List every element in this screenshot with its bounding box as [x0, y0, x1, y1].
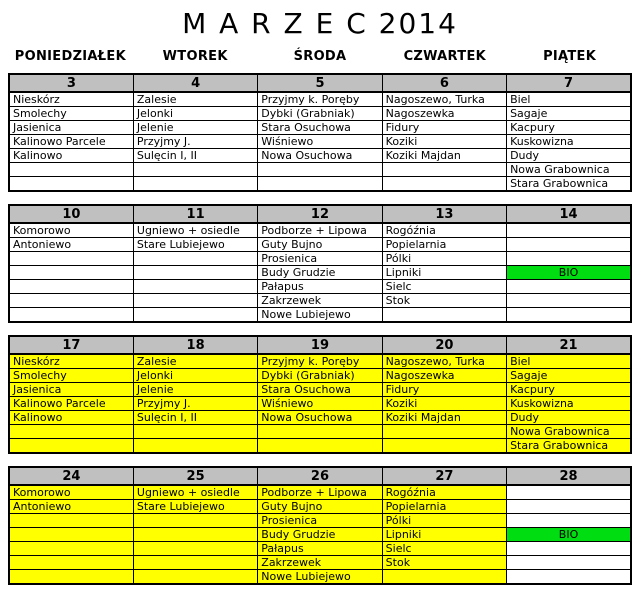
schedule-cell: Prosienica	[258, 252, 382, 266]
schedule-cell	[507, 485, 631, 500]
weeks-container	[8, 73, 632, 585]
day-number-row	[9, 336, 631, 354]
schedule-cell: Komorowo	[9, 223, 133, 238]
schedule-cell: Popielarnia	[382, 238, 506, 252]
schedule-row	[9, 556, 631, 570]
schedule-cell	[382, 570, 506, 585]
schedule-cell: Lipniki	[382, 266, 506, 280]
schedule-cell: Podborze + Lipowa	[258, 223, 382, 238]
schedule-row	[9, 528, 631, 542]
schedule-cell: Sielc	[382, 280, 506, 294]
schedule-cell	[133, 556, 257, 570]
schedule-cell: Wiśniewo	[258, 135, 382, 149]
schedule-cell	[9, 280, 133, 294]
schedule-cell	[507, 542, 631, 556]
schedule-cell	[507, 294, 631, 308]
schedule-cell: Budy Grudzie	[258, 266, 382, 280]
schedule-cell: Stara Grabownica	[507, 439, 631, 454]
schedule-cell	[9, 294, 133, 308]
schedule-cell: Dudy	[507, 149, 631, 163]
schedule-cell: Nowa Grabownica	[507, 163, 631, 177]
bio-cell: BIO	[507, 266, 631, 280]
schedule-cell: Zakrzewek	[258, 294, 382, 308]
schedule-cell: Guty Bujno	[258, 500, 382, 514]
schedule-cell	[9, 308, 133, 323]
schedule-cell	[9, 177, 133, 192]
schedule-cell	[258, 177, 382, 192]
day-number-cell: 17	[9, 336, 133, 354]
schedule-cell: Biel	[507, 354, 631, 369]
schedule-cell: Kuskowizna	[507, 135, 631, 149]
day-number-cell: 13	[382, 205, 506, 223]
schedule-cell: Koziki	[382, 135, 506, 149]
schedule-cell: Nowe Lubiejewo	[258, 308, 382, 323]
schedule-row	[9, 397, 631, 411]
schedule-cell	[133, 266, 257, 280]
schedule-cell	[133, 308, 257, 323]
schedule-cell	[382, 308, 506, 323]
day-number-cell: 26	[258, 467, 382, 485]
schedule-row	[9, 135, 631, 149]
schedule-row	[9, 425, 631, 439]
weekday-header-row	[8, 49, 632, 64]
schedule-cell	[133, 514, 257, 528]
schedule-cell: Kalinowo Parcele	[9, 397, 133, 411]
schedule-cell	[382, 177, 506, 192]
schedule-row	[9, 121, 631, 135]
schedule-cell: Zalesie	[133, 92, 257, 107]
day-number-cell: 21	[507, 336, 631, 354]
schedule-cell: Lipniki	[382, 528, 506, 542]
schedule-cell	[258, 163, 382, 177]
day-number-row	[9, 74, 631, 92]
schedule-cell: Stara Osuchowa	[258, 383, 382, 397]
schedule-cell	[133, 163, 257, 177]
schedule-row	[9, 383, 631, 397]
schedule-cell: Stok	[382, 294, 506, 308]
day-number-cell: 24	[9, 467, 133, 485]
schedule-cell: Nieskórz	[9, 92, 133, 107]
schedule-cell: Antoniewo	[9, 500, 133, 514]
schedule-cell	[133, 294, 257, 308]
day-number-cell: 7	[507, 74, 631, 92]
schedule-cell: Zakrzewek	[258, 556, 382, 570]
schedule-cell	[382, 439, 506, 454]
day-number-cell: 19	[258, 336, 382, 354]
schedule-cell	[133, 570, 257, 585]
schedule-cell	[507, 570, 631, 585]
day-number-cell: 12	[258, 205, 382, 223]
schedule-cell: Sulęcin I, II	[133, 411, 257, 425]
schedule-cell: Nowe Lubiejewo	[258, 570, 382, 585]
day-number-row	[9, 467, 631, 485]
schedule-cell	[507, 500, 631, 514]
schedule-row	[9, 266, 631, 280]
schedule-cell: Rogóźnia	[382, 485, 506, 500]
schedule-cell: Popielarnia	[382, 500, 506, 514]
schedule-row	[9, 308, 631, 323]
schedule-cell: Sulęcin I, II	[133, 149, 257, 163]
schedule-cell: Dudy	[507, 411, 631, 425]
schedule-cell: Jasienica	[9, 121, 133, 135]
page-title: M A R Z E C 2014	[182, 7, 458, 40]
schedule-cell: Dybki (Grabniak)	[258, 369, 382, 383]
bio-cell: BIO	[507, 528, 631, 542]
day-number-row	[9, 205, 631, 223]
schedule-cell	[507, 556, 631, 570]
day-number-cell: 5	[258, 74, 382, 92]
schedule-cell: Jelonki	[133, 369, 257, 383]
weekday-label-thursday: CZWARTEK	[403, 49, 486, 64]
schedule-row	[9, 294, 631, 308]
schedule-cell: Nowa Osuchowa	[258, 149, 382, 163]
schedule-cell: Nowa Osuchowa	[258, 411, 382, 425]
schedule-cell: Przyjmy J.	[133, 135, 257, 149]
schedule-cell: Stare Lubiejewo	[133, 238, 257, 252]
schedule-cell: Kalinowo Parcele	[9, 135, 133, 149]
schedule-cell: Sielc	[382, 542, 506, 556]
schedule-cell: Koziki Majdan	[382, 411, 506, 425]
schedule-cell: Antoniewo	[9, 238, 133, 252]
schedule-row	[9, 107, 631, 121]
schedule-cell	[9, 266, 133, 280]
schedule-cell	[133, 542, 257, 556]
schedule-row	[9, 542, 631, 556]
schedule-cell: Stok	[382, 556, 506, 570]
schedule-row	[9, 223, 631, 238]
schedule-cell	[507, 280, 631, 294]
schedule-cell	[258, 425, 382, 439]
schedule-cell: Kacpury	[507, 383, 631, 397]
schedule-cell: Przyjmy k. Poręby	[258, 92, 382, 107]
schedule-cell	[133, 425, 257, 439]
schedule-cell: Budy Grudzie	[258, 528, 382, 542]
schedule-row	[9, 485, 631, 500]
schedule-cell: Rogóźnia	[382, 223, 506, 238]
schedule-cell	[9, 542, 133, 556]
day-number-cell: 25	[133, 467, 257, 485]
schedule-cell: Nagoszewka	[382, 107, 506, 121]
schedule-cell: Ugniewo + osiedle	[133, 223, 257, 238]
schedule-row	[9, 280, 631, 294]
schedule-cell: Kalinowo	[9, 411, 133, 425]
schedule-cell: Smolechy	[9, 369, 133, 383]
schedule-cell	[9, 556, 133, 570]
weekday-label-monday: PONIEDZIAŁEK	[14, 49, 126, 64]
schedule-cell: Kalinowo	[9, 149, 133, 163]
schedule-cell: Pałapus	[258, 280, 382, 294]
schedule-row	[9, 514, 631, 528]
schedule-cell: Stare Lubiejewo	[133, 500, 257, 514]
week-table-17	[8, 335, 632, 454]
day-number-cell: 3	[9, 74, 133, 92]
schedule-cell: Sagaje	[507, 107, 631, 121]
schedule-cell: Pałapus	[258, 542, 382, 556]
day-number-cell: 11	[133, 205, 257, 223]
weekday-label-tuesday: WTOREK	[162, 49, 228, 64]
schedule-cell	[507, 252, 631, 266]
schedule-cell: Komorowo	[9, 485, 133, 500]
schedule-cell	[133, 528, 257, 542]
schedule-page	[0, 7, 640, 585]
schedule-cell	[9, 439, 133, 454]
day-number-cell: 6	[382, 74, 506, 92]
schedule-cell	[382, 163, 506, 177]
schedule-cell	[9, 514, 133, 528]
schedule-cell	[507, 223, 631, 238]
weekday-label-friday: PIĄTEK	[543, 49, 597, 64]
schedule-cell: Kuskowizna	[507, 397, 631, 411]
weekday-label-wednesday: ŚRODA	[293, 49, 347, 64]
schedule-cell: Koziki Majdan	[382, 149, 506, 163]
day-number-cell: 10	[9, 205, 133, 223]
schedule-row	[9, 354, 631, 369]
schedule-cell: Biel	[507, 92, 631, 107]
schedule-cell	[9, 163, 133, 177]
schedule-cell: Nieskórz	[9, 354, 133, 369]
schedule-cell: Ugniewo + osiedle	[133, 485, 257, 500]
schedule-row	[9, 92, 631, 107]
day-number-cell: 27	[382, 467, 506, 485]
schedule-cell: Jelonki	[133, 107, 257, 121]
week-table-24	[8, 466, 632, 585]
schedule-row	[9, 570, 631, 585]
schedule-cell: Prosienica	[258, 514, 382, 528]
schedule-cell: Stara Osuchowa	[258, 121, 382, 135]
day-number-cell: 14	[507, 205, 631, 223]
week-table-10	[8, 204, 632, 323]
schedule-cell	[9, 570, 133, 585]
schedule-row	[9, 411, 631, 425]
schedule-cell: Fidury	[382, 121, 506, 135]
schedule-cell: Pólki	[382, 514, 506, 528]
schedule-cell: Jelenie	[133, 383, 257, 397]
schedule-cell	[133, 280, 257, 294]
schedule-cell: Nagoszewka	[382, 369, 506, 383]
schedule-cell	[9, 425, 133, 439]
schedule-row	[9, 163, 631, 177]
schedule-cell: Guty Bujno	[258, 238, 382, 252]
schedule-row	[9, 369, 631, 383]
schedule-cell	[9, 252, 133, 266]
schedule-cell	[133, 177, 257, 192]
schedule-cell	[9, 528, 133, 542]
schedule-row	[9, 177, 631, 192]
schedule-cell: Fidury	[382, 383, 506, 397]
schedule-row	[9, 500, 631, 514]
schedule-cell: Jelenie	[133, 121, 257, 135]
schedule-cell	[133, 439, 257, 454]
schedule-cell	[507, 308, 631, 323]
schedule-cell: Zalesie	[133, 354, 257, 369]
week-table-3	[8, 73, 632, 192]
schedule-cell: Nagoszewo, Turka	[382, 92, 506, 107]
schedule-cell: Smolechy	[9, 107, 133, 121]
schedule-cell: Stara Grabownica	[507, 177, 631, 192]
schedule-cell: Przyjmy J.	[133, 397, 257, 411]
schedule-cell: Sagaje	[507, 369, 631, 383]
schedule-cell	[507, 514, 631, 528]
schedule-cell: Koziki	[382, 397, 506, 411]
schedule-cell: Dybki (Grabniak)	[258, 107, 382, 121]
day-number-cell: 20	[382, 336, 506, 354]
schedule-cell: Nowa Grabownica	[507, 425, 631, 439]
schedule-cell: Przyjmy k. Poręby	[258, 354, 382, 369]
schedule-cell	[507, 238, 631, 252]
schedule-row	[9, 149, 631, 163]
schedule-cell: Nagoszewo, Turka	[382, 354, 506, 369]
schedule-cell: Wiśniewo	[258, 397, 382, 411]
schedule-row	[9, 439, 631, 454]
schedule-cell: Pólki	[382, 252, 506, 266]
day-number-cell: 28	[507, 467, 631, 485]
schedule-cell: Jasienica	[9, 383, 133, 397]
schedule-cell	[382, 425, 506, 439]
schedule-cell	[133, 252, 257, 266]
schedule-row	[9, 238, 631, 252]
schedule-cell: Kacpury	[507, 121, 631, 135]
day-number-cell: 18	[133, 336, 257, 354]
day-number-cell: 4	[133, 74, 257, 92]
schedule-cell	[258, 439, 382, 454]
schedule-cell: Podborze + Lipowa	[258, 485, 382, 500]
schedule-row	[9, 252, 631, 266]
